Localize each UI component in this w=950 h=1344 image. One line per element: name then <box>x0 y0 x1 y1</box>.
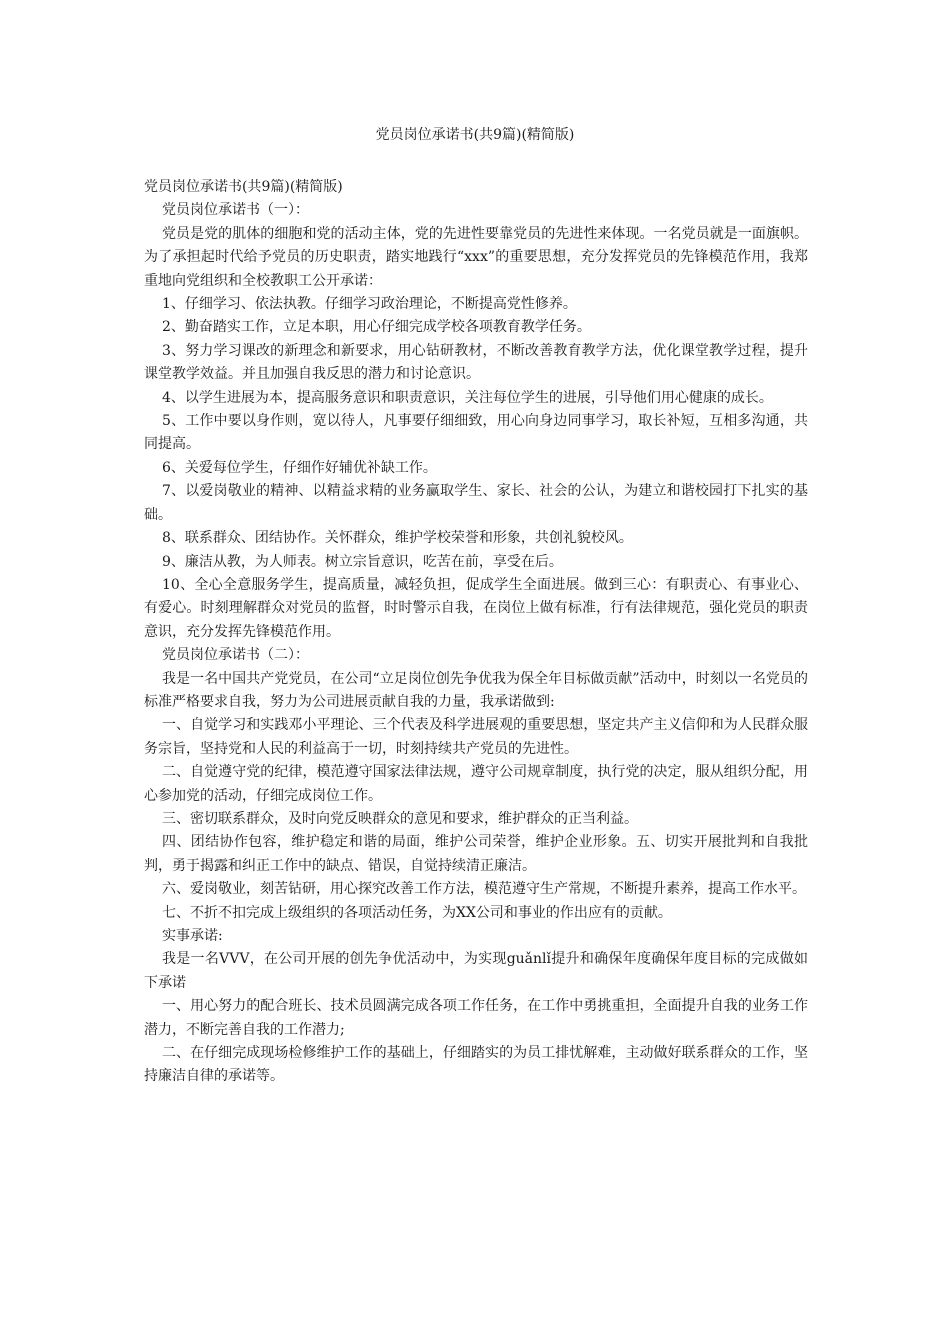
paragraph: 实事承诺: <box>162 928 223 944</box>
document-body <box>144 176 808 1089</box>
paragraph: 我是一名中国共产党党员，在公司“立足岗位创先争优我为保全年目标做贡献”活动中，时刻以一名党员的标准严格要求自我，努力为公司进展贡献自我的力量，我承诺做到: <box>144 670 808 710</box>
page-title: 党员岗位承诺书(共9篇)(精简版) <box>375 127 575 143</box>
paragraph: 8、联系群众、团结协作。关怀群众，维护学校荣誉和形象，共创礼貌校风。 <box>162 530 633 547</box>
paragraph: 二、在仔细完成现场检修维护工作的基础上，仔细踏实的为员工排忧解难，主动做好联系群众的工作，坚持廉洁自律的承诺等。 <box>144 1045 808 1085</box>
paragraph: 5、工作中要以身作则，宽以待人，凡事要仔细细致，用心向身边同事学习，取长补短，互相多沟通，共同提高。 <box>144 413 808 453</box>
paragraph: 三、密切联系群众，及时向党反映群众的意见和要求，维护群众的正当利益。 <box>162 810 638 827</box>
paragraph: 7、以爱岗敬业的精神、以精益求精的业务赢取学生、家长、社会的公认，为建立和谐校园打下扎实的基础。 <box>144 483 808 523</box>
paragraph: 党员岗位承诺书（二）： <box>162 647 309 664</box>
paragraph: 党员是党的肌体的细胞和党的活动主体，党的先进性要靠党员的先进性来体现。一名党员就是一面旗帜。为了承担起时代给予党员的历史职责，踏实地践行“xxx”的重要思想，充分发挥党员的先锋模范作用，我郑重地向党组织和全校教职工公开承诺： <box>144 225 808 289</box>
paragraph: 我是一名VVV，在公司开展的创先争优活动中，为实现guǎnlǐ提升和确保年度确保年度目标的完成做如下承诺 <box>144 951 808 991</box>
paragraph: 6、关爱每位学生，仔细作好辅优补缺工作。 <box>162 459 437 476</box>
paragraph: 一、自觉学习和实践邓小平理论、三个代表及科学进展观的重要思想，坚定共产主义信仰和为人民群众服务宗旨，坚持党和人民的利益高于一切，时刻持续共产党员的先进性。 <box>144 717 808 757</box>
paragraph: 二、自觉遵守党的纪律，模范遵守国家法律法规，遵守公司规章制度，执行党的决定，服从组织分配，用心参加党的活动，仔细完成岗位工作。 <box>144 764 808 804</box>
paragraph: 六、爱岗敬业，刻苦钻研，用心探究改善工作方法，模范遵守生产常规，不断提升素养，提高工作水平。 <box>162 881 806 898</box>
paragraph: 3、努力学习课改的新理念和新要求，用心钻研教材，不断改善教育教学方法，优化课堂教学过程，提升课堂教学效益。并且加强自我反思的潜力和讨论意识。 <box>144 342 808 383</box>
paragraph: 七、不折不扣完成上级组织的各项活动任务，为XX公司和事业的作出应有的贡献。 <box>162 904 672 921</box>
paragraph: 党员岗位承诺书（一）： <box>162 202 309 219</box>
paragraph: 一、用心努力的配合班长、技术员圆满完成各项工作任务，在工作中勇挑重担，全面提升自我的业务工作潜力，不断完善自我的工作潜力; <box>144 998 808 1038</box>
paragraph: 9、廉洁从教，为人师表。树立宗旨意识，吃苦在前，享受在后。 <box>162 553 563 570</box>
paragraph: 4、以学生进展为本，提高服务意识和职责意识，关注每位学生的进展，引导他们用心健康的成长。 <box>162 389 773 406</box>
paragraph: 2、勤奋踏实工作，立足本职，用心仔细完成学校各项教育教学任务。 <box>162 319 591 336</box>
paragraph: 党员岗位承诺书(共9篇)(精简版) <box>144 179 343 195</box>
paragraph: 1、仔细学习、依法执教。仔细学习政治理论，不断提高党性修养。 <box>162 296 577 313</box>
paragraph: 四、团结协作包容，维护稳定和谐的局面，维护公司荣誉，维护企业形象。五、切实开展批判和自我批判，勇于揭露和纠正工作中的缺点、错误，自觉持续清正廉洁。 <box>144 834 808 874</box>
paragraph: 10、全心全意服务学生，提高质量，减轻负担，促成学生全面进展。做到三心：有职责心、有事业心、有爱心。时刻理解群众对党员的监督，时时警示自我，在岗位上做有标准，行有法律规范，强化党员的职责意识，充分发挥先锋模范作用。 <box>144 576 808 640</box>
